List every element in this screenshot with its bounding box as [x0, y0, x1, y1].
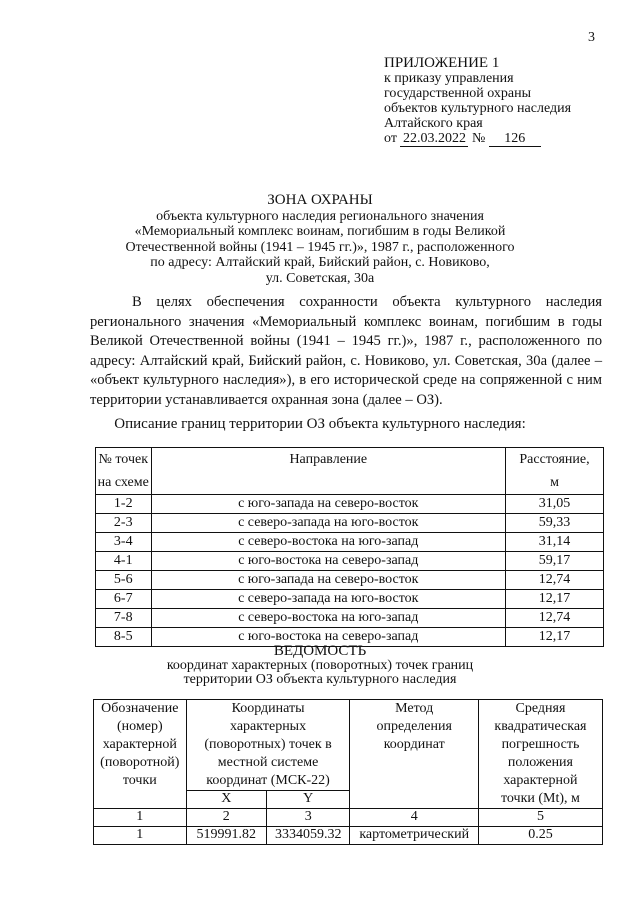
cell-points: 7-8: [96, 609, 152, 628]
header-coordinates: [186, 700, 350, 791]
header-text: погрешность: [501, 737, 580, 752]
header-text: координат (МСК-22): [206, 773, 330, 788]
header-text: № точек: [98, 452, 149, 467]
header-text: Расстояние,: [519, 452, 590, 467]
header-text: (поворотных) точек в: [204, 737, 332, 752]
appendix-line: объектов культурного наследия: [384, 101, 572, 116]
column-number: 1: [94, 809, 187, 827]
cell-direction: с юго-востока на северо-запад: [151, 628, 505, 647]
header-y: Y: [266, 791, 350, 809]
header-designation: [94, 700, 187, 809]
header-text: определения: [376, 719, 452, 734]
table-header-row: [94, 700, 603, 791]
table-row: [96, 571, 604, 590]
cell-x: 519991.82: [186, 827, 266, 845]
coordinates-table: [93, 699, 603, 845]
header-text: Координаты: [231, 701, 305, 716]
cell-distance: 31,05: [506, 495, 604, 514]
cell-method: картометрический: [350, 827, 478, 845]
header-points: [96, 448, 152, 495]
table2-caption-title: ВЕДОМОСТЬ: [273, 643, 367, 659]
header-text: координат: [383, 737, 445, 752]
table-row: [94, 827, 603, 845]
column-number: 3: [266, 809, 350, 827]
title-line: объекта культурного наследия регионального значения: [156, 208, 484, 224]
boundary-table: [95, 447, 604, 647]
cell-points: 6-7: [96, 590, 152, 609]
header-text: положения: [507, 755, 573, 770]
header-text: характерной: [102, 737, 177, 752]
table-row: [96, 495, 604, 514]
cell-direction: с северо-востока на юго-запад: [151, 533, 505, 552]
appendix-title: ПРИЛОЖЕНИЕ 1: [384, 55, 500, 71]
header-text: Метод: [395, 701, 434, 716]
appendix-block: [384, 56, 571, 147]
cell-points: 3-4: [96, 533, 152, 552]
cell-points: 8-5: [96, 628, 152, 647]
header-text: (номер): [116, 719, 163, 734]
table-row: [96, 609, 604, 628]
header-direction: Направление: [151, 448, 505, 495]
title-line: ул. Советская, 30а: [265, 270, 375, 286]
column-number: 4: [350, 809, 478, 827]
cell-direction: с северо-запада на юго-восток: [151, 590, 505, 609]
cell-distance: 12,17: [506, 628, 604, 647]
page-number: 3: [588, 30, 595, 45]
cell-points: 5-6: [96, 571, 152, 590]
cell-distance: 59,33: [506, 514, 604, 533]
header-text: характерных: [230, 719, 307, 734]
cell-distance: 12,74: [506, 571, 604, 590]
cell-direction: с северо-востока на юго-запад: [151, 609, 505, 628]
cell-direction: с северо-запада на юго-восток: [151, 514, 505, 533]
cell-points: 2-3: [96, 514, 152, 533]
header-text: Обозначение: [101, 701, 179, 716]
title-line: «Мемориальный комплекс воинам, погибшим в годы Великой: [134, 224, 506, 239]
header-error: [478, 700, 602, 809]
intro-text: [90, 293, 602, 410]
cell-points: 1-2: [96, 495, 152, 514]
table2-caption-line: территории ОЗ объекта культурного наследия: [183, 672, 457, 687]
cell-distance: 31,14: [506, 533, 604, 552]
order-date-line: [384, 131, 571, 147]
column-number-row: [94, 809, 603, 827]
cell-distance: 12,74: [506, 609, 604, 628]
table-row: [96, 514, 604, 533]
header-text: на схеме: [97, 475, 149, 490]
number-sign: №: [471, 131, 486, 146]
document-title: [110, 193, 530, 286]
cell-distance: 12,17: [506, 590, 604, 609]
cell-error: 0.25: [478, 827, 602, 845]
appendix-line: государственной охраны: [384, 86, 532, 101]
order-number: 126: [489, 132, 541, 147]
date-prefix: от: [384, 131, 397, 146]
header-text: точки (Mt), м: [500, 791, 580, 806]
cell-direction: с юго-востока на северо-запад: [151, 552, 505, 571]
title-line: Отечественной войны (1941 – 1945 гг.)», 1987 г., расположенного: [125, 239, 515, 255]
column-number: 5: [478, 809, 602, 827]
appendix-line: к приказу управления: [384, 71, 514, 86]
cell-direction: с юго-запада на северо-восток: [151, 571, 505, 590]
header-text: точки: [122, 773, 157, 788]
title-line: по адресу: Алтайский край, Бийский район, с. Новиково,: [150, 255, 490, 270]
header-x: X: [186, 791, 266, 809]
header-distance: [506, 448, 604, 495]
table-row: [96, 533, 604, 552]
column-number: 2: [186, 809, 266, 827]
header-text: (поворотной): [100, 755, 180, 770]
appendix-line: Алтайского края: [384, 116, 483, 131]
cell-y: 3334059.32: [266, 827, 350, 845]
cell-point: 1: [94, 827, 187, 845]
table-row: [96, 590, 604, 609]
table2-caption: [0, 644, 640, 688]
header-text: квадратическая: [494, 719, 587, 734]
cell-points: 4-1: [96, 552, 152, 571]
header-text: характерной: [503, 773, 578, 788]
cell-distance: 59,17: [506, 552, 604, 571]
header-text: местной системе: [217, 755, 319, 770]
table2-caption-line: координат характерных (поворотных) точек границ: [166, 657, 474, 673]
intro-paragraph: В целях обеспечения сохранности объекта культурного наследия регионального значения «Мемориальный комплекс воинам, погибшим в годы Великой Отечественной войны (1941 – 1945 гг.)», 1987 г., расположенного по адресу: Алтайский край, Бийский район, с. Новиково, ул. Советская, 30а (далее – «объект культурного наследия»), в его исторической среде на сопряженной с ним территории устанавливается охранная зона (далее – ОЗ).: [90, 294, 602, 408]
table1-caption: Описание границ территории ОЗ объекта культурного наследия:: [114, 416, 526, 432]
cell-direction: с юго-запада на северо-восток: [151, 495, 505, 514]
title-heading: ЗОНА ОХРАНЫ: [267, 192, 373, 208]
header-text: м: [550, 475, 559, 490]
header-text: Средняя: [515, 701, 566, 716]
order-date: 22.03.2022: [400, 132, 468, 147]
header-method: [350, 700, 478, 809]
table-row: [96, 552, 604, 571]
table-header-row: [96, 448, 604, 495]
